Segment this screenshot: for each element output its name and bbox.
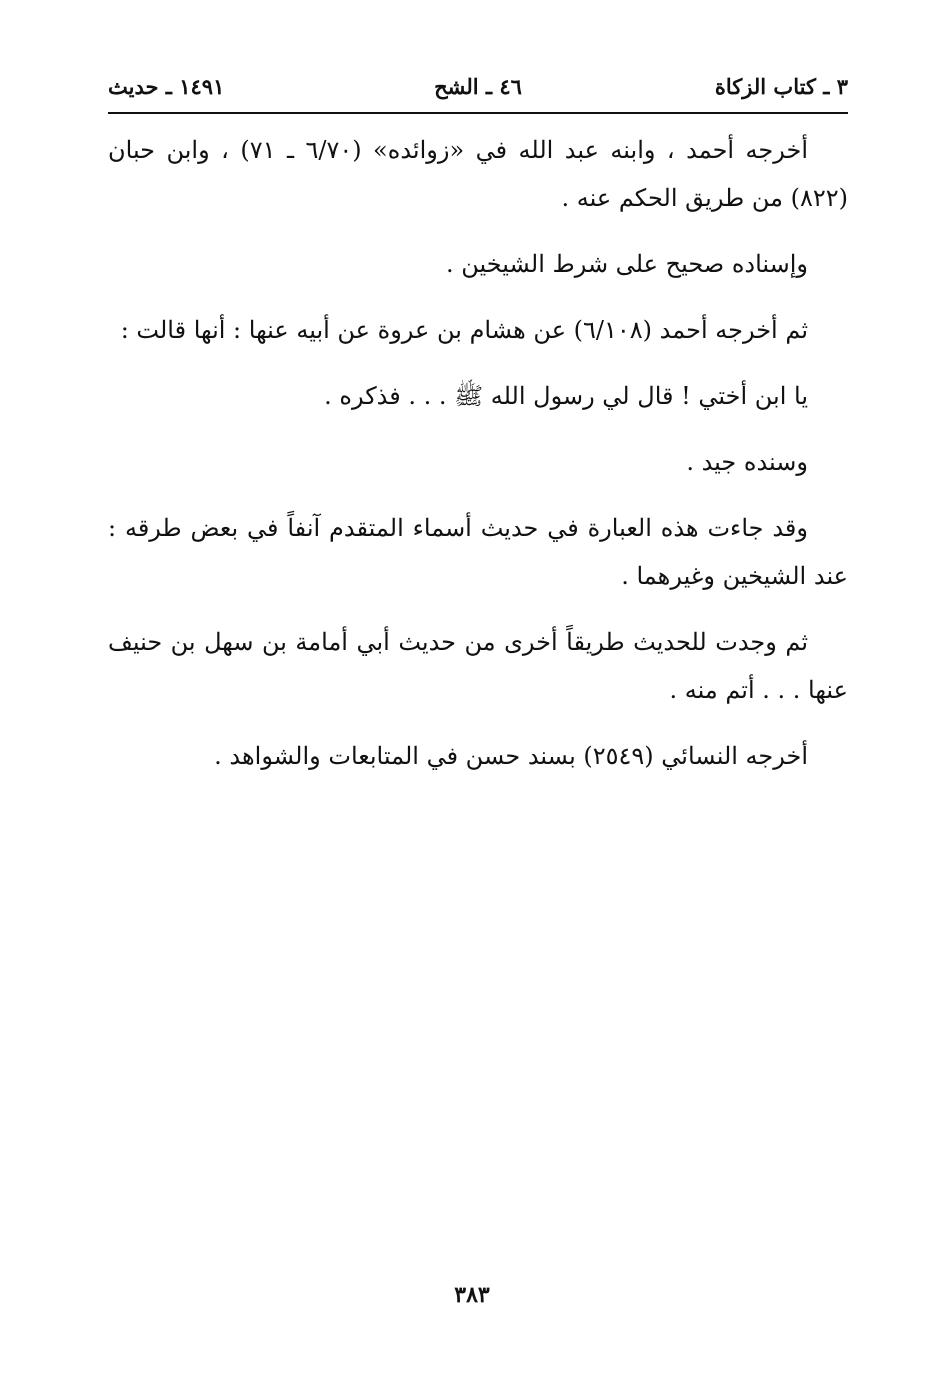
header-hadith-number: ١٤٩١ ـ حديث <box>108 74 225 99</box>
paragraph-2: وإسناده صحيح على شرط الشيخين . <box>445 250 808 278</box>
paragraph-7: ثم وجدت للحديث طريقاً أخرى من حديث أبي أمامة بن سهل بن حنيف عنها . . . أتم منه . <box>108 628 848 704</box>
paragraph-5: وسنده جيد . <box>686 448 808 476</box>
header-divider <box>108 112 848 114</box>
paragraph-4: يا ابن أختي ! قال لي رسول الله ﷺ . . . فذكره . <box>324 382 808 410</box>
paragraph-3: ثم أخرجه أحمد (٦/١٠٨) عن هشام بن عروة عن أبيه عنها : أنها قالت : <box>120 316 808 344</box>
header-chapter-title: ٤٦ ـ الشح <box>434 74 522 99</box>
paragraph-1: أخرجه أحمد ، وابنه عبد الله في «زوائده» (٦/٧٠ ـ ٧١) ، وابن حبان (٨٢٢) من طريق الحكم عنه . <box>108 136 848 212</box>
paragraph-6: وقد جاءت هذه العبارة في حديث أسماء المتقدم آنفاً في بعض طرقه : عند الشيخين وغيرهما . <box>108 514 848 590</box>
paragraph-8: أخرجه النسائي (٢٥٤٩) بسند حسن في المتابعات والشواهد . <box>214 742 808 770</box>
running-header <box>108 70 848 104</box>
page-number: ٣٨٣ <box>454 1282 490 1308</box>
header-book-title: ٣ ـ كتاب الزكاة <box>714 74 848 99</box>
page-body <box>108 126 848 798</box>
